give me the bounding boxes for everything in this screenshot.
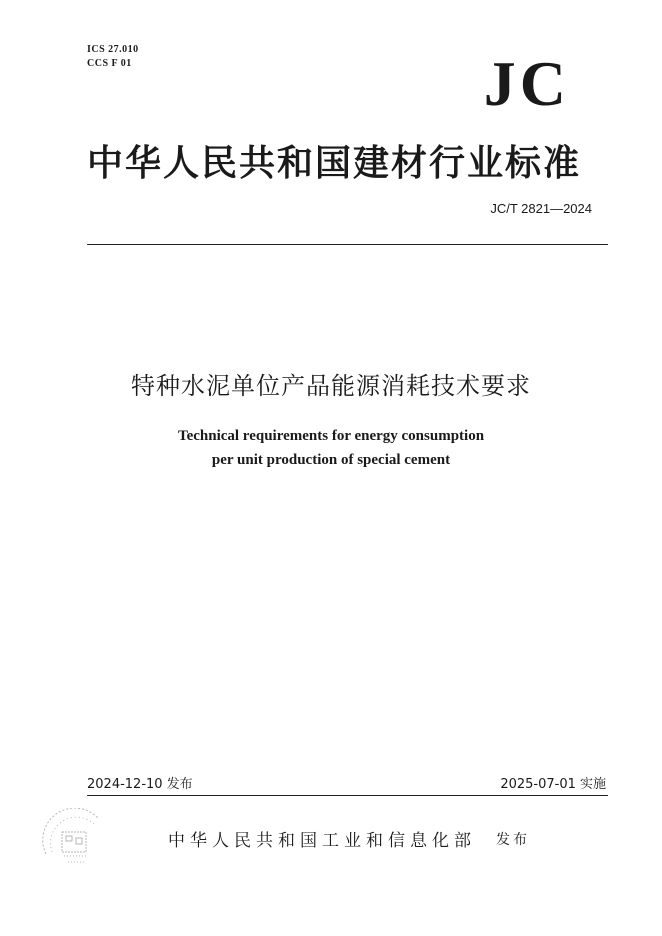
issuing-label: 发布 [496, 832, 530, 848]
jc-logo: JC [483, 48, 570, 119]
implementation-date: 2025-07-01 实施 [500, 777, 606, 792]
standard-title: 中华人民共和国建材行业标准 [87, 142, 582, 184]
document-title-zh: 特种水泥单位产品能源消耗技术要求 [131, 372, 531, 400]
ccs-code: CCS F 01 [87, 58, 132, 69]
bottom-divider [87, 795, 608, 796]
issue-date: 2024-12-10 发布 [87, 777, 193, 792]
top-divider [87, 244, 608, 245]
seal-stamp-icon [38, 808, 118, 874]
standard-number: JC/T 2821—2024 [490, 201, 592, 216]
issuing-authority: 中华人民共和国工业和信息化部 [168, 831, 476, 851]
ics-code: ICS 27.010 [87, 44, 139, 55]
document-title-en-line1: Technical requirements for energy consumption [177, 428, 485, 444]
document-title-en-line2: per unit production of special cement [211, 452, 451, 468]
